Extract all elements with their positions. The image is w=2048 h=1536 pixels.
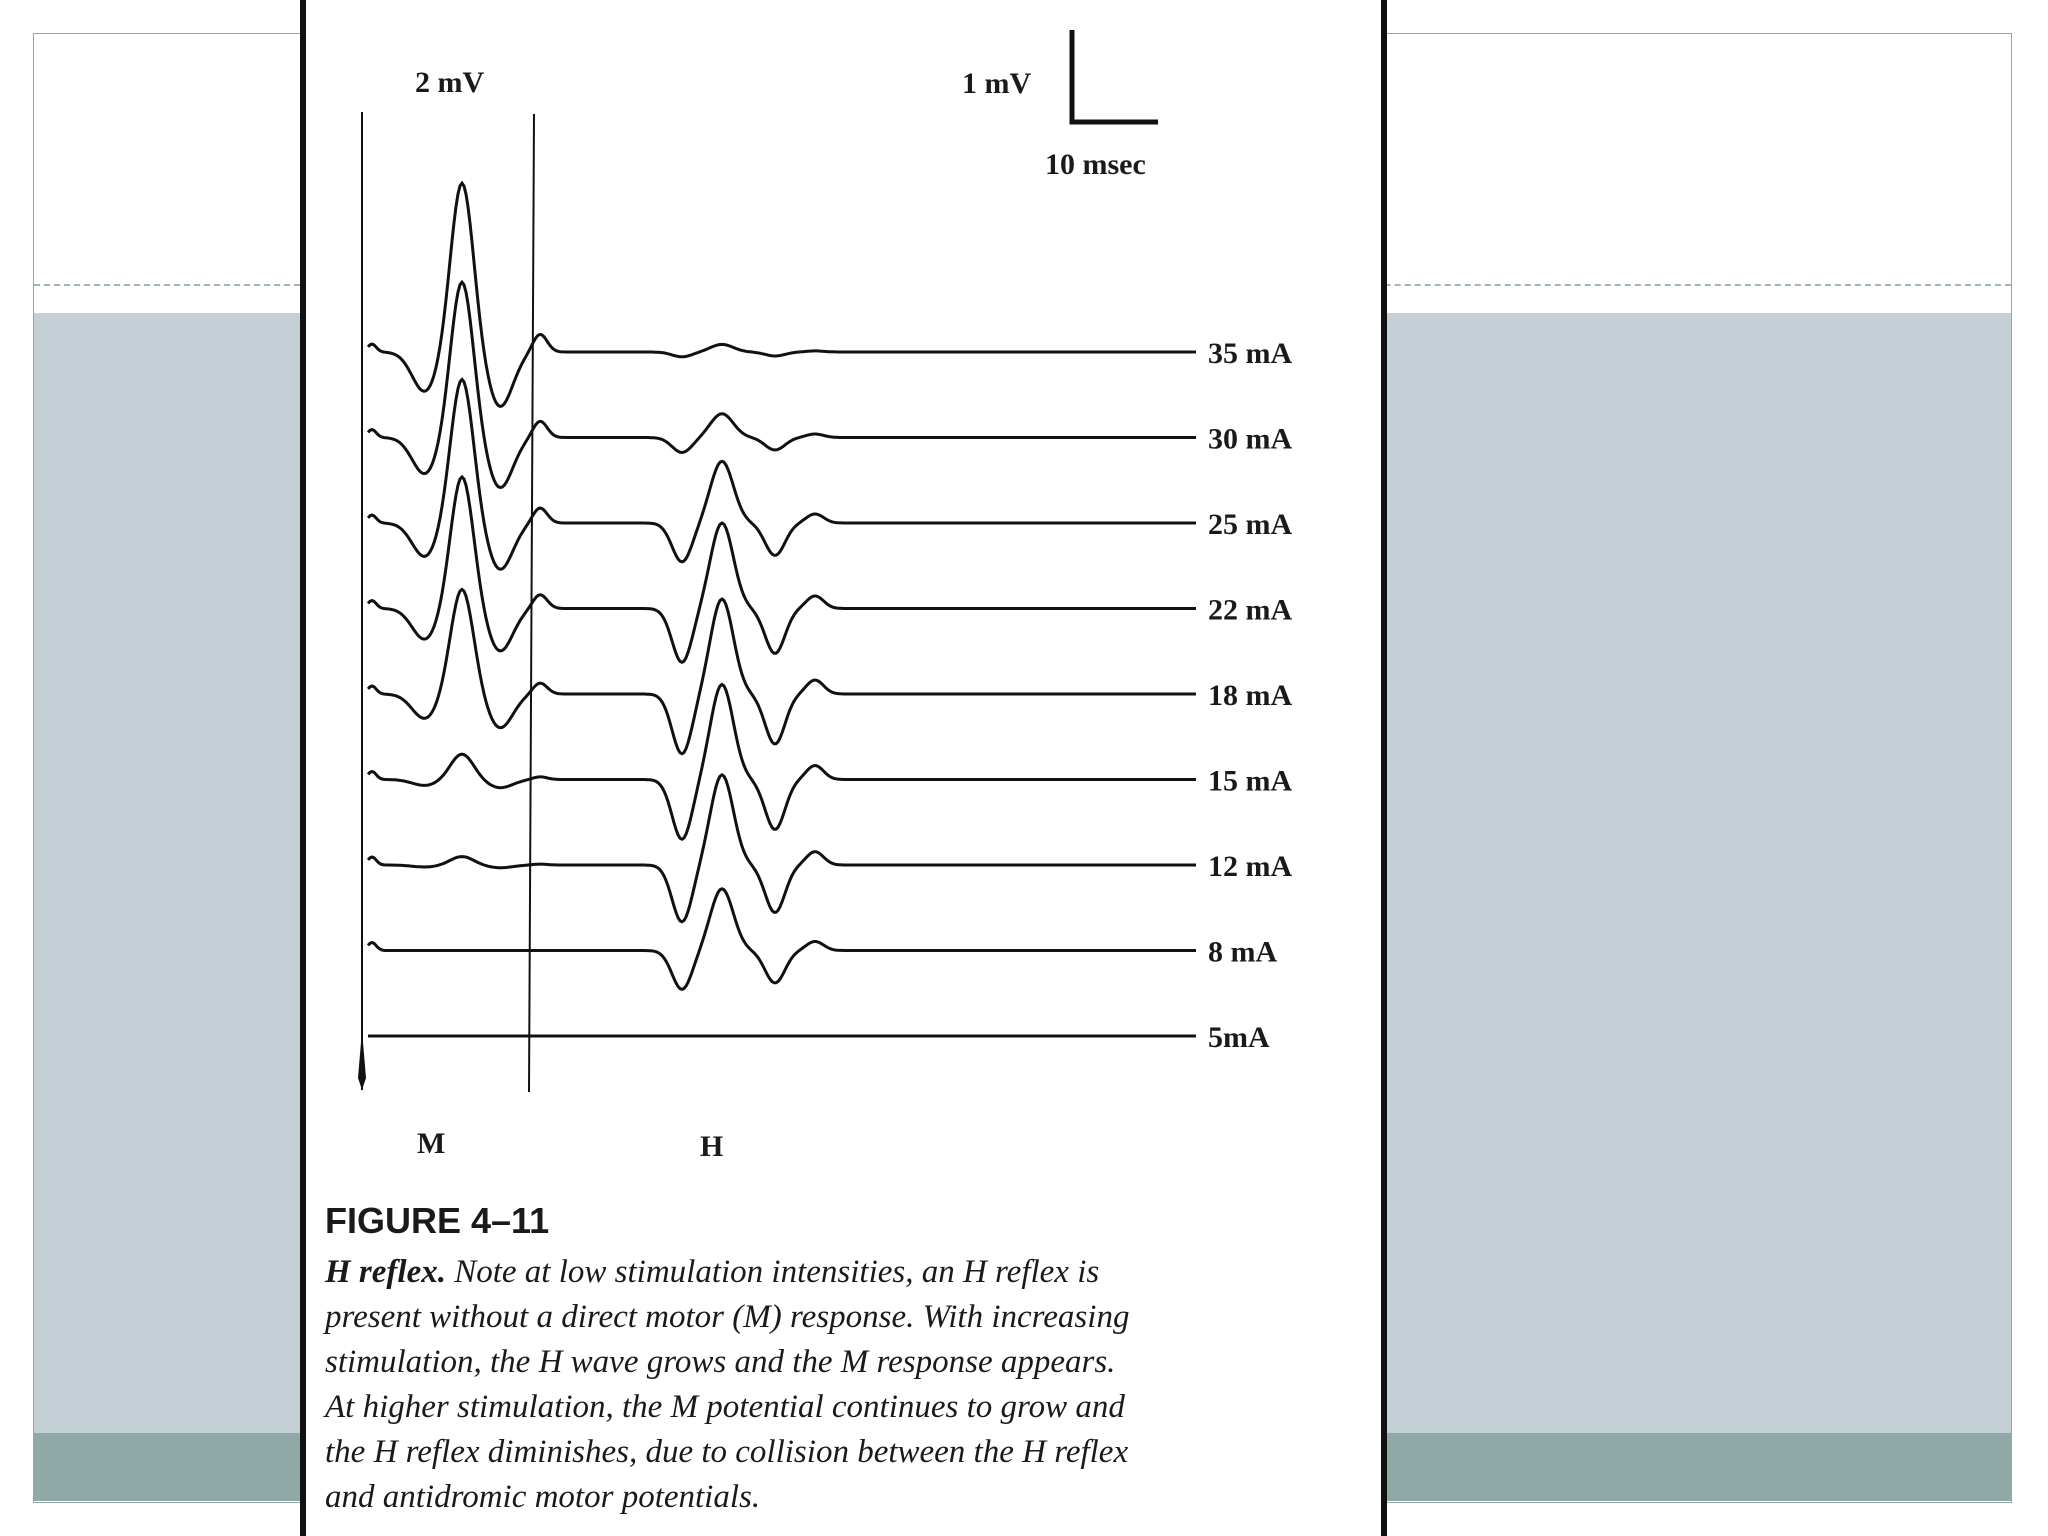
trace-line [368,589,1196,753]
caption-text [325,1250,1375,1520]
trace-label: 35 mA [1208,337,1293,370]
figure-number: FIGURE 4–11 [325,1200,550,1241]
trace-line [368,477,1196,662]
trace-label: 8 mA [1208,935,1278,969]
wave-label-h: H [700,1130,724,1163]
trace-label: 18 mA [1208,679,1293,712]
caption-line: and antidromic motor potentials. [325,1479,761,1515]
trace-line [368,775,1196,922]
caption-line: stimulation, the H wave grows and the M response appears. [325,1344,1116,1380]
caption-line: present without a direct motor (M) response. With increasing [325,1299,1130,1335]
amplitude-scale-right-label: 1 mV [962,67,1032,100]
trace-line [368,183,1196,406]
traces-group [368,183,1292,1054]
trace-label: 5mA [1208,1021,1270,1054]
trace-label: 25 mA [1208,508,1293,541]
caption-line: Note at low stimulation intensities, an H reflex is [445,1254,1100,1290]
scale-bar [1072,30,1158,122]
caption-line: At higher stimulation, the M potential continues to grow and [325,1389,1125,1425]
trace-label: 30 mA [1208,422,1293,456]
trace-label: 22 mA [1208,593,1293,627]
trace-label: 12 mA [1208,850,1293,883]
trace-line [368,282,1196,487]
trace-label: 15 mA [1208,764,1293,798]
caption-line: the H reflex diminishes, due to collision between the H reflex [325,1434,1129,1470]
figure-caption [325,1200,1375,1520]
trace-line [368,685,1196,840]
stimulus-artifact [358,1030,366,1090]
wave-label-m: M [417,1127,446,1160]
time-scale-label: 10 msec [1045,148,1146,181]
amplitude-scale-left-label: 2 mV [415,66,485,99]
caption-title: H reflex. [325,1254,446,1290]
